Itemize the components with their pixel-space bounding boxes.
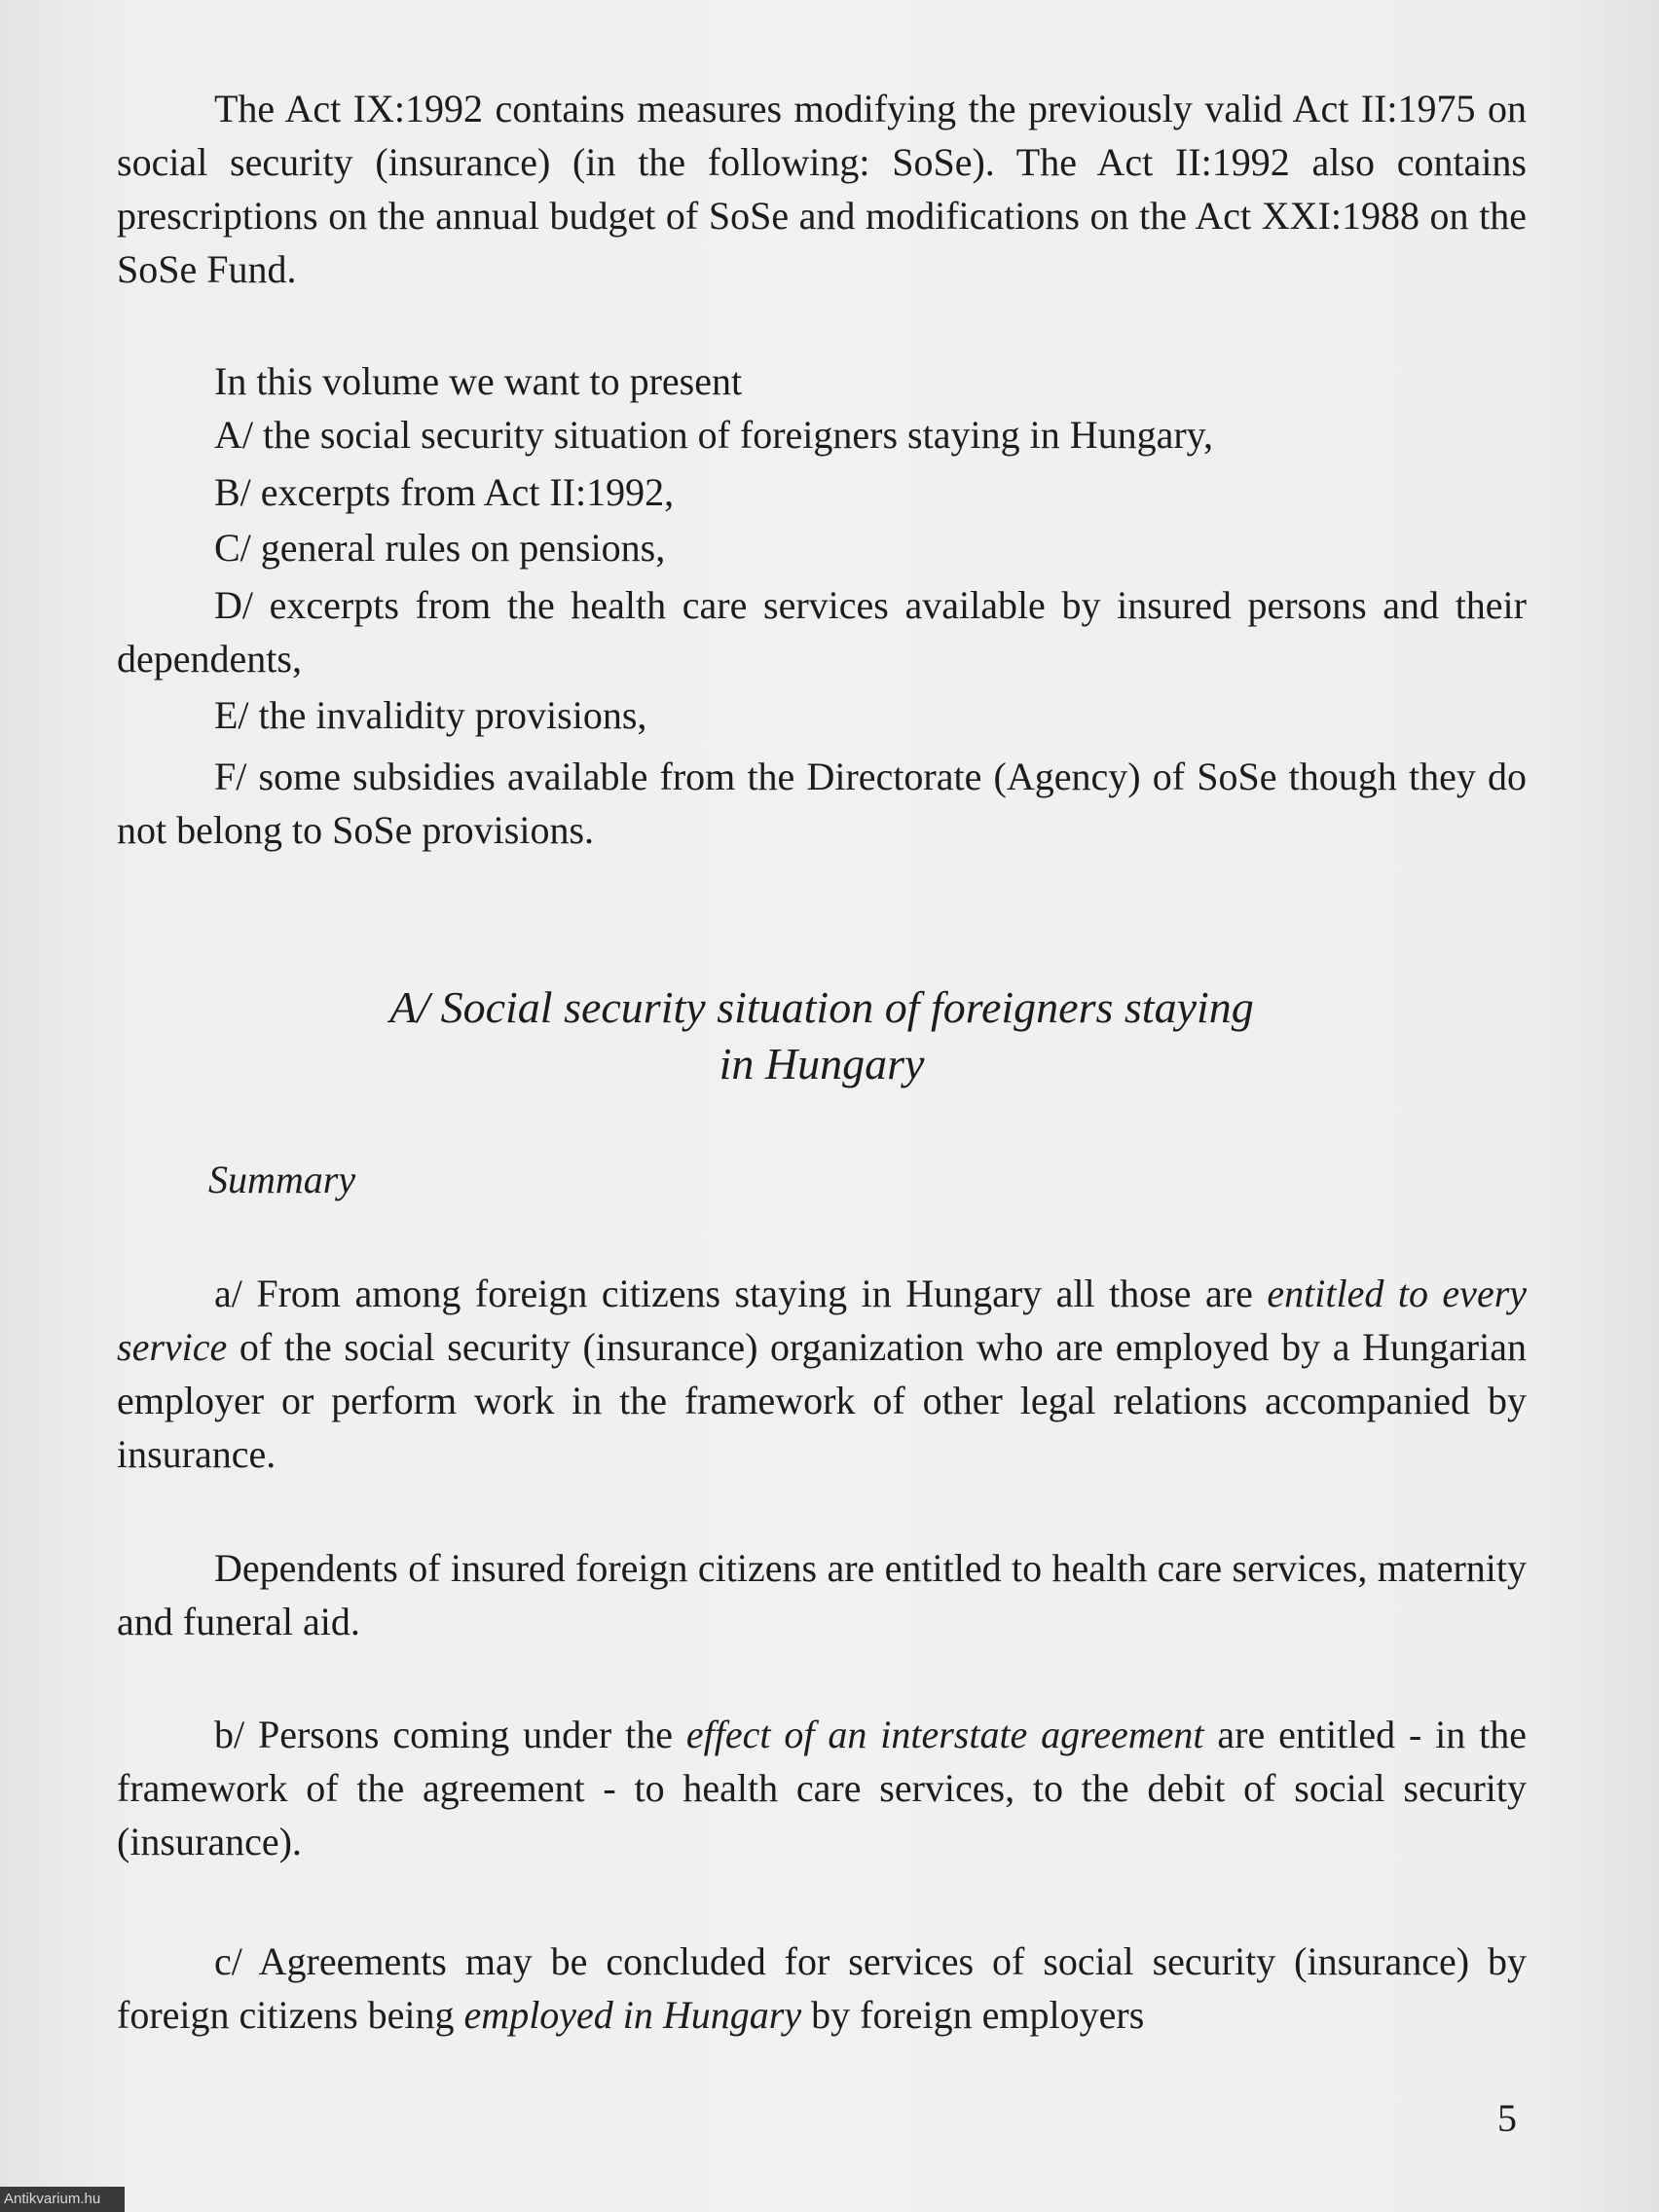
contents-item-e: E/ the invalidity provisions, xyxy=(214,693,647,737)
summary-label: Summary xyxy=(208,1158,356,1201)
page-number: 5 xyxy=(1497,2096,1517,2140)
contents-item-a: A/ the social security situation of foreigners staying in Hungary, xyxy=(214,413,1214,457)
section-title xyxy=(117,979,1527,1092)
paragraph-c xyxy=(117,1935,1527,2042)
paragraph-c-text-end: by foreign employers xyxy=(801,1993,1145,2037)
contents-item-d: D/ excerpts from the health care services available by insured persons and their dependents, xyxy=(117,583,1527,681)
paragraph-a-emphasis: entitled to every service xyxy=(117,1272,1528,1369)
paragraph-dependents: Dependents of insured foreign citizens are entitled to health care services, maternity and funeral aid. xyxy=(117,1546,1527,1643)
paragraph-a-text-end: of the social security (insurance) organization who are employed by a Hungarian employer or perform work in the framework of other legal relations accompanied by insurance. xyxy=(117,1325,1527,1476)
contents-item-b: B/ excerpts from Act II:1992, xyxy=(214,470,675,514)
contents-lead: In this volume we want to present xyxy=(214,359,743,403)
paragraph-b xyxy=(117,1708,1527,1868)
contents-item-f: F/ some subsidies available from the Directorate (Agency) of SoSe though they do not belong to SoSe provisions. xyxy=(117,755,1527,852)
paragraph-c-emphasis: employed in Hungary xyxy=(463,1993,802,2037)
section-title-line-2: in Hungary xyxy=(719,1039,925,1088)
paragraph-c-text: c/ Agreements may be concluded for services of social security (insurance) by foreign citizens being xyxy=(117,1939,1527,2037)
paragraph-a-text: a/ From among foreign citizens staying in Hungary all those are xyxy=(214,1272,1268,1315)
contents-item-c: C/ general rules on pensions, xyxy=(214,526,666,570)
paragraph-b-text-end: are entitled - in the framework of the agreement - to health care services, to the debit of social security (insurance). xyxy=(117,1713,1527,1863)
watermark-logo: Antikvarium.hu xyxy=(0,2187,125,2212)
section-title-line-1: A/ Social security situation of foreigners staying xyxy=(389,982,1254,1032)
paragraph-a xyxy=(117,1267,1527,1481)
paragraph-b-emphasis: effect of an interstate agreement xyxy=(685,1713,1204,1756)
intro-paragraph: The Act IX:1992 contains measures modifying the previously valid Act II:1975 on social security (insurance) (in the following: SoSe). The Act II:1992 also contains prescriptions on the annual budget of SoSe and modifications on the Act XXI:1988 on the SoSe Fund. xyxy=(117,87,1527,291)
paragraph-b-text: b/ Persons coming under the xyxy=(214,1713,686,1756)
